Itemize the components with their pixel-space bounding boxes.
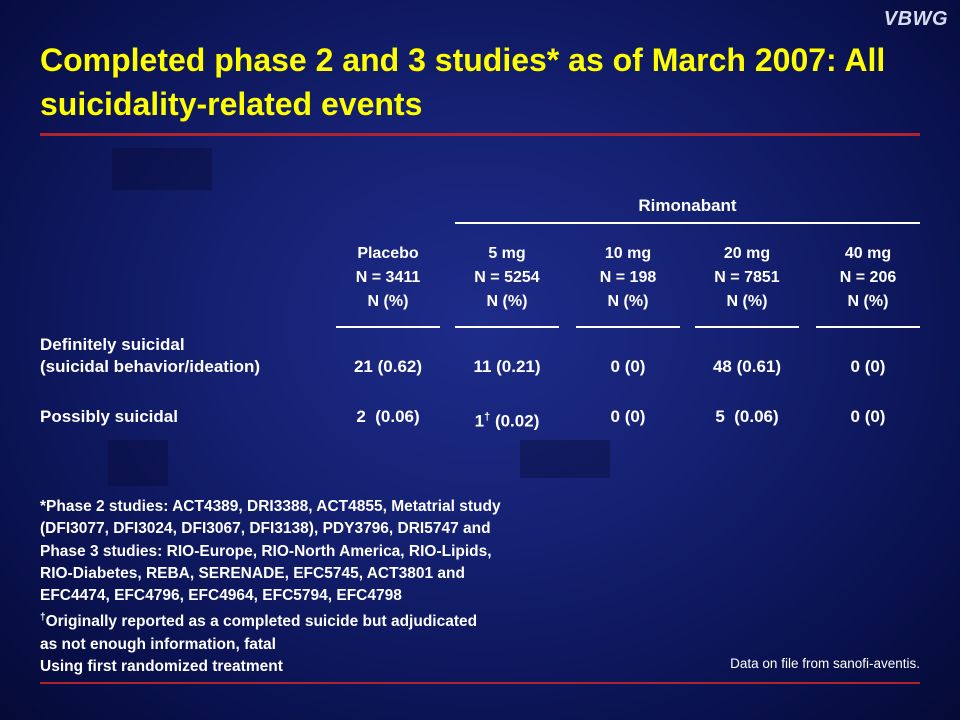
footnote-line: RIO-Diabetes, REBA, SERENADE, EFC5745, ACT3801 and	[40, 564, 465, 582]
column-dose: Placebo	[357, 245, 419, 262]
column-dose: 5 mg	[488, 245, 526, 262]
footnote-line: (DFI3077, DFI3024, DFI3067, DFI3138), PDY3796, DRI5747 and	[40, 520, 491, 538]
column-underline	[816, 326, 920, 328]
dagger-mark: †	[484, 411, 491, 423]
footnote-line	[40, 607, 640, 633]
column-underline	[336, 326, 440, 328]
column-dose: 20 mg	[723, 245, 771, 262]
cell-possibly-placebo: 2 (0.06)	[356, 407, 420, 426]
cell-definitely-20mg: 48 (0.61)	[712, 357, 782, 376]
rimonabant-group-label: Rimonabant	[638, 196, 737, 215]
column-header-placebo	[336, 242, 440, 314]
row-label-line: (suicidal behavior/ideation)	[40, 357, 261, 376]
column-unit: N (%)	[486, 293, 528, 310]
cell-definitely-40mg: 0 (0)	[850, 357, 886, 376]
cell-count: 1	[474, 411, 485, 431]
column-underline	[695, 326, 799, 328]
column-unit: N (%)	[607, 293, 649, 310]
column-underline	[576, 326, 680, 328]
row-label-definitely-suicidal	[40, 334, 260, 378]
footnote-text: Originally reported as a completed suicide but adjudicated	[45, 613, 478, 631]
footnote-line: *Phase 2 studies: ACT4389, DRI3388, ACT4855, Metatrial study	[40, 498, 501, 515]
column-unit: N (%)	[726, 293, 768, 310]
cell-possibly-10mg: 0 (0)	[610, 407, 646, 426]
row-label-possibly-suicidal: Possibly suicidal	[40, 407, 178, 426]
column-header-10mg	[576, 242, 680, 314]
column-unit: N (%)	[847, 293, 889, 310]
cell-definitely-10mg: 0 (0)	[610, 357, 646, 376]
column-header-40mg	[816, 242, 920, 314]
footer-divider	[40, 682, 920, 684]
column-n: N = 5254	[474, 269, 540, 286]
cell-percent: (0.02)	[490, 411, 540, 431]
slide-title: Completed phase 2 and 3 studies* as of March 2007: All suicidality-related events	[40, 42, 886, 122]
cell-possibly-40mg: 0 (0)	[850, 407, 886, 426]
cell-definitely-placebo: 21 (0.62)	[353, 357, 423, 376]
column-unit: N (%)	[367, 293, 409, 310]
column-dose: 10 mg	[604, 245, 652, 262]
column-n: N = 198	[599, 269, 657, 286]
cell-definitely-5mg: 11 (0.21)	[473, 357, 541, 376]
title-divider	[40, 133, 920, 136]
row-label-line: Definitely suicidal	[40, 335, 185, 354]
column-header-20mg	[695, 242, 799, 314]
column-header-5mg	[455, 242, 559, 314]
footnote-line: as not enough information, fatal	[40, 635, 276, 653]
rimonabant-group-underline	[455, 222, 920, 224]
dagger-mark: †	[40, 612, 46, 624]
source-note: Data on file from sanofi-aventis.	[730, 656, 920, 671]
cell-possibly-5mg	[455, 406, 559, 433]
footnotes	[40, 496, 640, 679]
footnote-line: Phase 3 studies: RIO-Europe, RIO-North America, RIO-Lipids,	[40, 542, 492, 560]
column-n: N = 206	[839, 269, 897, 286]
column-n: N = 7851	[714, 269, 780, 286]
column-n: N = 3411	[355, 269, 421, 286]
footnote-line: Using first randomized treatment	[40, 658, 283, 676]
column-underline	[455, 326, 559, 328]
column-dose: 40 mg	[844, 245, 892, 262]
footnote-line: EFC4474, EFC4796, EFC4964, EFC5794, EFC4798	[40, 587, 402, 605]
vbwg-logo: VBWG	[883, 8, 948, 30]
cell-possibly-20mg: 5 (0.06)	[715, 407, 779, 426]
